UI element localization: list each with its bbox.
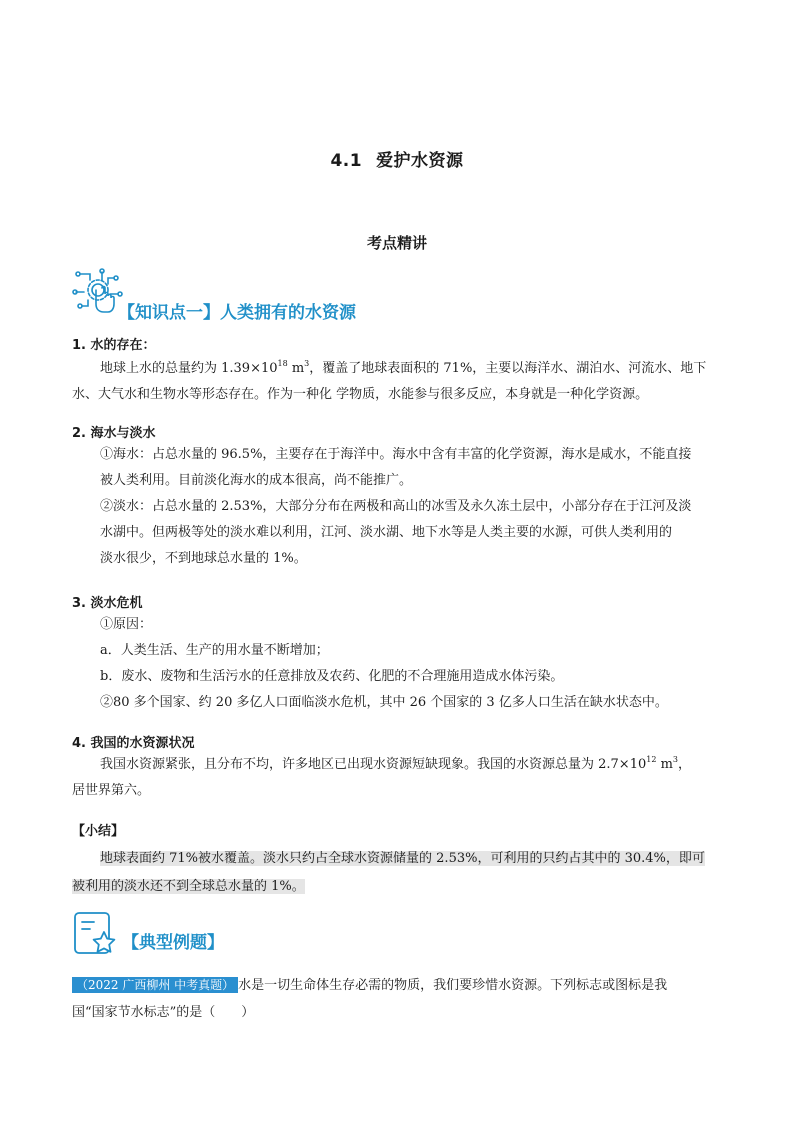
s1-text-b: m bbox=[287, 361, 305, 376]
s1-text-a: 地球上水的总量约为 1.39×10 bbox=[100, 361, 278, 376]
section-3-line-3: b．废水、废物和生活污水的任意排放及农药、化肥的不合理施用造成水体污染。 bbox=[100, 669, 564, 684]
summary-line-2 bbox=[72, 874, 305, 900]
title-number: 4.1 bbox=[330, 151, 363, 171]
s4-text-b: m bbox=[656, 757, 673, 772]
knowledge-point-title: 【知识点一】人类拥有的水资源 bbox=[118, 303, 356, 323]
example-header bbox=[72, 910, 372, 962]
section-2-line-2: 被人类利用。目前淡化海水的成本很高，尚不能推广。 bbox=[100, 473, 413, 488]
section-1-line-2: 水、大气水和生物水等形态存在。作为一种化 学物质，水能参与很多反应，本身就是一种化学资源。 bbox=[72, 387, 649, 402]
section-2-line-1: ①海水：占总水量的 96.5%，主要存在于海洋中。海水中含有丰富的化学资源，海水是咸水，不能直接 bbox=[100, 447, 692, 462]
section-3-line-1: ①原因： bbox=[100, 617, 153, 632]
s1-sup-1: 18 bbox=[277, 359, 288, 368]
section-2-line-5: 淡水很少，不到地球总水量的 1%。 bbox=[100, 551, 307, 566]
s4-text-c: ， bbox=[678, 757, 692, 772]
summary-label: 【小结】 bbox=[72, 824, 125, 839]
s4-sup-2: 3 bbox=[672, 755, 678, 764]
section-4-line-1 bbox=[100, 752, 691, 778]
section-3-heading: 3. 淡水危机 bbox=[72, 596, 143, 611]
question-line-1 bbox=[72, 972, 667, 999]
section-2-line-4: 水湖中。但两极等处的淡水难以利用，江河、淡水湖、地下水等是人类主要的水源，可供人类利用的 bbox=[100, 525, 673, 540]
section-3-line-2: a．人类生活、生产的用水量不断增加； bbox=[100, 643, 329, 658]
knowledge-point-header bbox=[72, 268, 472, 324]
section-subtitle: 考点精讲 bbox=[366, 234, 427, 252]
section-4-heading: 4. 我国的水资源状况 bbox=[72, 736, 195, 751]
s4-text-a: 我国水资源紧张，且分布不均，许多地区已出现水资源短缺现象。我国的水资源总量为 2.7×10 bbox=[100, 757, 647, 772]
section-2-heading: 2. 海水与淡水 bbox=[72, 426, 156, 441]
s1-text-c: ，覆盖了地球表面积的 71%，主要以海洋水、湖泊水、河流水、地下 bbox=[309, 361, 707, 376]
section-1-line-1 bbox=[100, 356, 706, 382]
summary-line-1 bbox=[100, 846, 705, 872]
question-source-tag: （2022 广西柳州 中考真题） bbox=[72, 977, 238, 993]
title-text: 爱护水资源 bbox=[376, 151, 464, 171]
example-title: 【典型例题】 bbox=[122, 933, 224, 953]
summary-highlight-1: 地球表面约 71%被水覆盖。淡水只约占全球水资源储量的 2.53%，可利用的只约占其中的 30.4%，即可 bbox=[100, 851, 705, 866]
section-4-line-2: 居世界第六。 bbox=[72, 783, 151, 798]
section-1-heading: 1. 水的存在： bbox=[72, 338, 156, 353]
summary-highlight-2: 被利用的淡水还不到全球总水量的 1%。 bbox=[72, 879, 305, 894]
touch-circuit-icon bbox=[72, 268, 124, 318]
s1-sup-2: 3 bbox=[304, 359, 310, 368]
question-line-2: 国“国家节水标志”的是（ ） bbox=[72, 1005, 255, 1020]
section-3-line-4: ②80 多个国家、约 20 多亿人口面临淡水危机，其中 26 个国家的 3 亿多人口生活在缺水状态中。 bbox=[100, 695, 668, 710]
page-title bbox=[0, 146, 794, 171]
section-2-line-3: ②淡水：占总水量的 2.53%，大部分分布在两极和高山的冰雪及永久冻土层中，小部分存在于江河及淡 bbox=[100, 499, 692, 514]
s4-sup-1: 12 bbox=[646, 755, 657, 764]
question-text-1: 水是一切生命体生存必需的物质，我们要珍惜水资源。下列标志或图标是我 bbox=[238, 978, 668, 993]
star-document-icon bbox=[72, 910, 120, 958]
